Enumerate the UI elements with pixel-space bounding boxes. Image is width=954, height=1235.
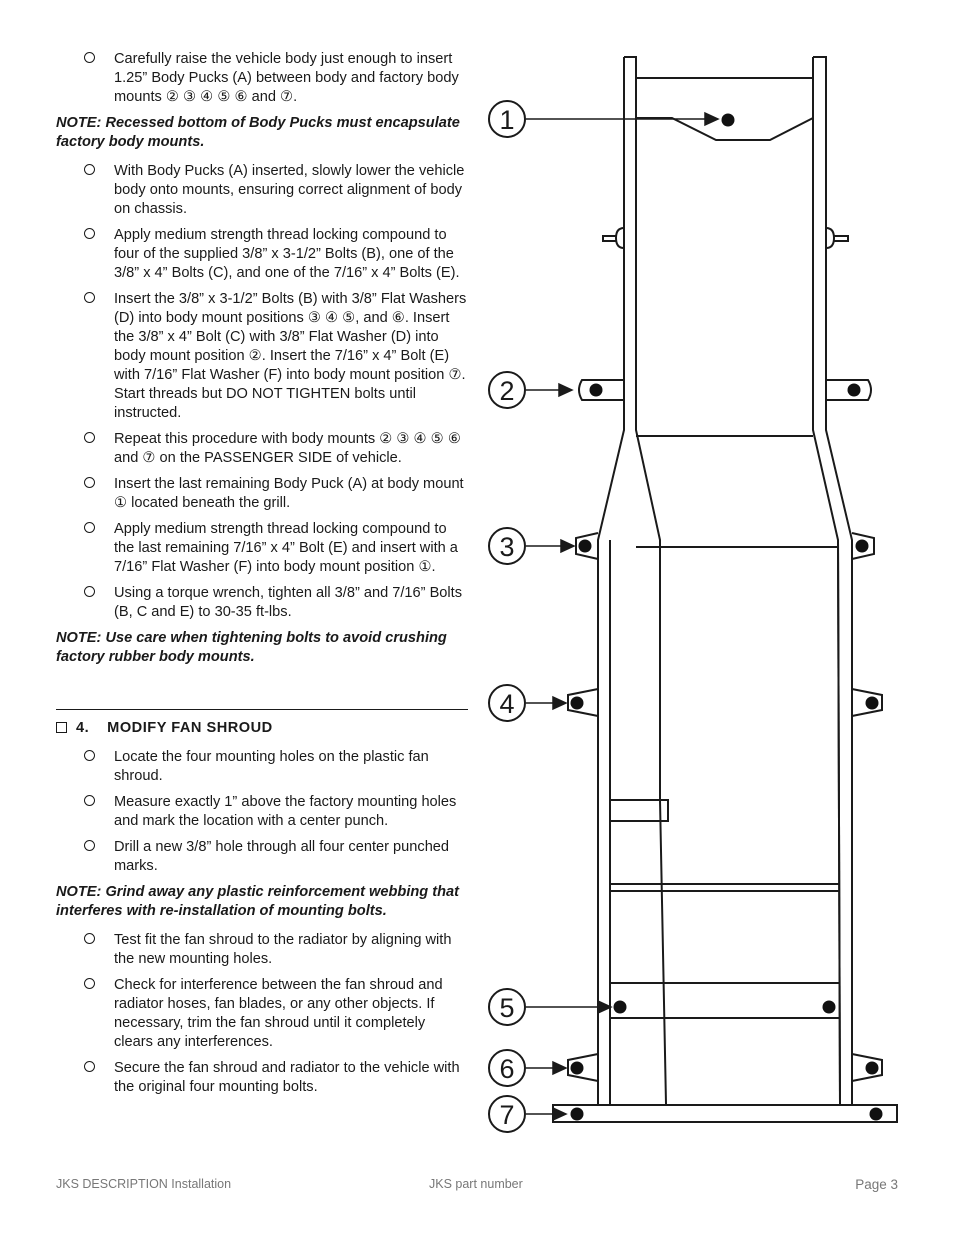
step-text: Check for interference between the fan shroud and radiator hoses, fan blades, or any other objects. If necessary, trim the fan shroud until it completely clears any interferences. <box>114 977 443 1050</box>
step-text: Insert the 3/8” x 3-1/2” Bolts (B) with 3/8” Flat Washers (D) into body mount positions ③ ④ ⑤, and ⑥. Insert the 3/8” x 4” Bolt (C) with 3/8” Flat Washer (D) into body mount position ②. Insert the 7/16” x 4” Bolt (E) with 7/16” Flat Washer (F) into body mount position ⑦. Start threads but DO NOT TIGHTEN bolts until instructed. <box>114 291 467 421</box>
step-text: Using a torque wrench, tighten all 3/8” and 7/16” Bolts (B, C and E) to 30-35 ft-lbs. <box>114 585 463 620</box>
callout-label-1: 1 <box>499 105 515 135</box>
step-text: Carefully raise the vehicle body just enough to insert 1.25” Body Pucks (A) between body and factory body mounts ② ③ ④ ⑤ ⑥ and ⑦. <box>114 51 459 105</box>
callout-label-5: 5 <box>499 993 515 1023</box>
callout-label-4: 4 <box>499 689 515 719</box>
footer-part-number: JKS part number <box>429 1177 523 1191</box>
footer-page-number: Page 3 <box>855 1177 898 1192</box>
step-text: Drill a new 3/8” hole through all four center punched marks. <box>114 839 450 874</box>
step-text: Apply medium strength thread locking compound to four of the supplied 3/8” x 3-1/2” Bolts (B), one of the 3/8” x 4” Bolts (C), and one of the 7/16” x 4” Bolts (E). <box>114 227 460 281</box>
section-title: MODIFY FAN SHROUD <box>107 719 273 736</box>
step-text: Apply medium strength thread locking compound to the last remaining 7/16” x 4” Bolt (E) and insert with a 7/16” Flat Washer (F) into body mount position ①. <box>114 521 458 575</box>
note-tightening: NOTE: Use care when tightening bolts to avoid crushing factory rubber body mounts. <box>56 630 447 665</box>
step-text: With Body Pucks (A) inserted, slowly lower the vehicle body onto mounts, ensuring correct alignment of body on chassis. <box>114 163 465 217</box>
callout-label-2: 2 <box>499 376 515 406</box>
step-text: Secure the fan shroud and radiator to the vehicle with the original four mounting bolts. <box>114 1060 460 1095</box>
step-text: Test fit the fan shroud to the radiator by aligning with the new mounting holes. <box>114 932 452 967</box>
section-number: 4. <box>76 719 90 736</box>
step-text: Measure exactly 1” above the factory mounting holes and mark the location with a center punch. <box>114 794 457 829</box>
step-text: Repeat this procedure with body mounts ② ③ ④ ⑤ ⑥ and ⑦ on the PASSENGER SIDE of vehicle. <box>114 431 461 466</box>
note-grind: NOTE: Grind away any plastic reinforcement webbing that interferes with re-installation of mounting bolts. <box>56 884 460 919</box>
step-text: Locate the four mounting holes on the plastic fan shroud. <box>114 749 429 784</box>
callout-label-7: 7 <box>499 1100 515 1130</box>
callout-label-3: 3 <box>499 532 515 562</box>
callout-label-6: 6 <box>499 1054 515 1084</box>
footer-document-title: JKS DESCRIPTION Installation <box>56 1177 232 1191</box>
note-body-pucks: NOTE: Recessed bottom of Body Pucks must encapsulate factory body mounts. <box>56 115 460 150</box>
step-text: Insert the last remaining Body Puck (A) at body mount ① located beneath the grill. <box>114 476 464 511</box>
